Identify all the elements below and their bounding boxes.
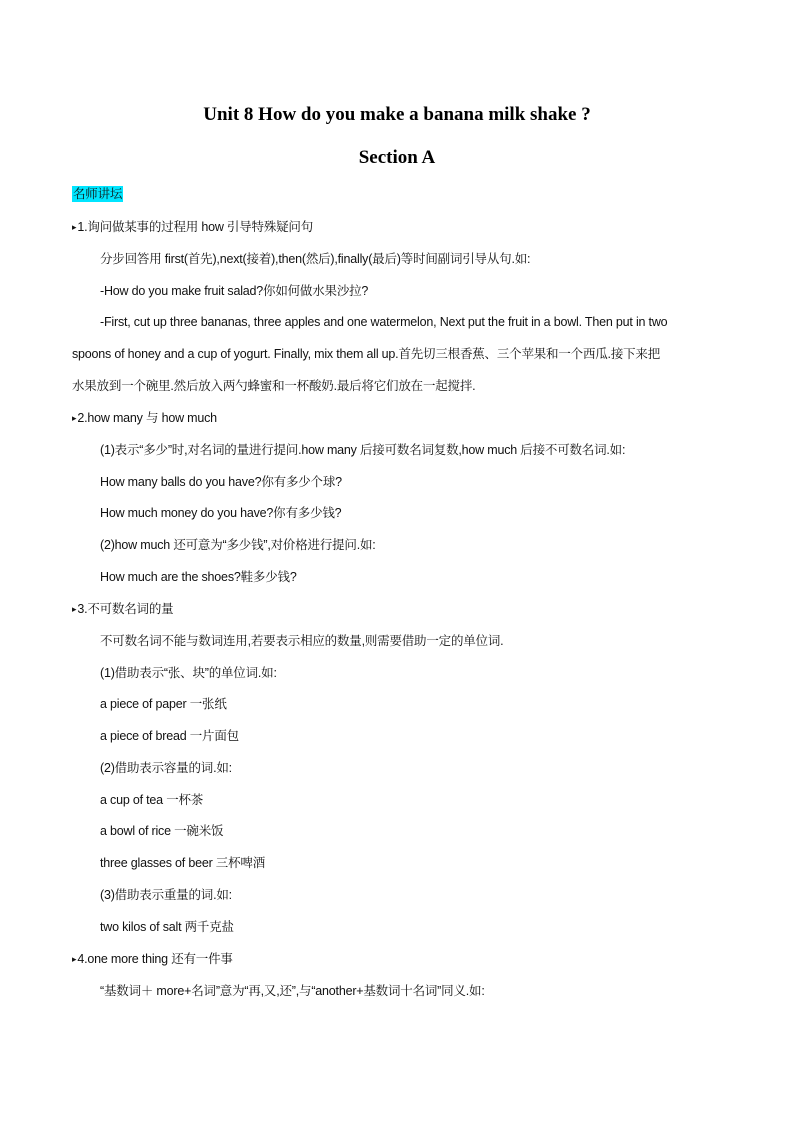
example-answer: -First, cut up three bananas, three apples and one watermelon, Next put the fruit in a bowl. Then put in two	[100, 315, 668, 329]
paragraph-line: 不可数名词不能与数词连用,若要表示相应的数量,则需要借助一定的单位词.	[100, 634, 504, 648]
example-translation: 水果放到一个碗里.然后放入两勺蜂蜜和一杯酸奶.最后将它们放在一起搅拌.	[72, 379, 476, 393]
bullet-arrow-icon: ▸	[72, 604, 77, 614]
paragraph-line: (2)借助表示容量的词.如:	[100, 761, 232, 775]
example-line: How many balls do you have?你有多少个球?	[100, 475, 342, 489]
paragraph-line: (1)借助表示“张、块”的单位词.如:	[100, 666, 277, 680]
paragraph-line: “基数词＋ more+名词”意为“再,又,还”,与“another+基数词十名词”同义.如:	[100, 984, 485, 998]
bullet-arrow-icon: ▸	[72, 413, 77, 423]
section-3-heading: ▸3.不可数名词的量	[72, 602, 174, 616]
example-line: a bowl of rice 一碗米饭	[100, 824, 224, 838]
example-line: two kilos of salt 两千克盐	[100, 920, 234, 934]
paragraph-line: (2)how much 还可意为“多少钱”,对价格进行提问.如:	[100, 538, 376, 552]
example-line: a cup of tea 一杯茶	[100, 793, 204, 807]
bullet-arrow-icon: ▸	[72, 954, 77, 964]
paragraph-line: 分步回答用 first(首先),next(接着),then(然后),finally(最后)等时间副词引导从句.如:	[100, 252, 531, 266]
page-title: Unit 8 How do you make a banana milk shake ?	[203, 104, 591, 125]
highlight-badge: 名师讲坛	[73, 187, 123, 201]
example-line: How much are the shoes?鞋多少钱?	[100, 570, 297, 584]
example-line: three glasses of beer 三杯啤酒	[100, 856, 266, 870]
example-line: How much money do you have?你有多少钱?	[100, 506, 342, 520]
example-line: a piece of bread 一片面包	[100, 729, 239, 743]
section-1-heading: ▸1.询问做某事的过程用 how 引导特殊疑问句	[72, 220, 314, 234]
section-heading: Section A	[358, 147, 436, 168]
example-line: a piece of paper 一张纸	[100, 697, 227, 711]
section-2-heading: ▸2.how many 与 how much	[72, 411, 217, 425]
example-question: -How do you make fruit salad?你如何做水果沙拉?	[100, 284, 369, 298]
teacher-lecture-label	[72, 186, 123, 202]
paragraph-line: (1)表示“多少”时,对名词的量进行提问.how many 后接可数名词复数,how much 后接不可数名词.如:	[100, 443, 626, 457]
bullet-arrow-icon: ▸	[72, 222, 77, 232]
section-4-heading: ▸4.one more thing 还有一件事	[72, 952, 233, 966]
paragraph-line: (3)借助表示重量的词.如:	[100, 888, 232, 902]
example-answer-continued: spoons of honey and a cup of yogurt. Finally, mix them all up.首先切三根香蕉、三个苹果和一个西瓜.接下来把	[72, 347, 661, 361]
